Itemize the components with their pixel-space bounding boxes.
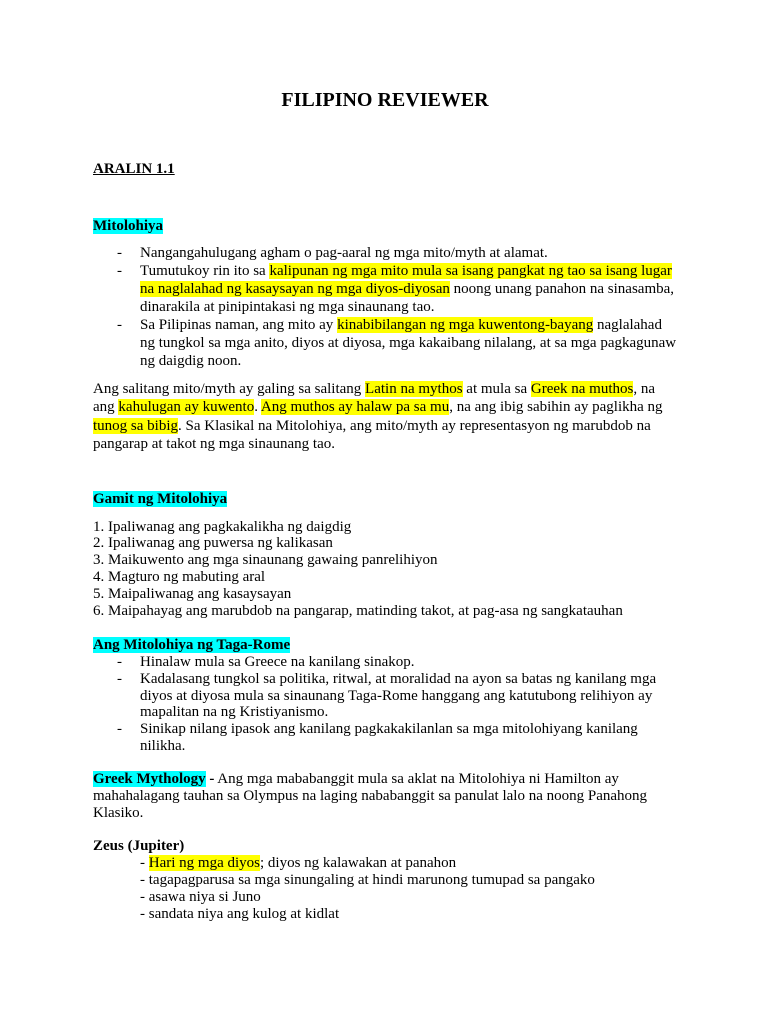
numbered-item: 4. Magturo ng mabuting aral	[93, 569, 266, 586]
numbered-item: 6. Maipahayag ang marubdob na pangarap, matinding takot, at pag-asa ng sangkatauhan	[93, 602, 623, 619]
zeus-item-list	[93, 855, 677, 923]
list-item	[93, 721, 677, 755]
list-item	[93, 316, 677, 370]
text-run: .	[254, 399, 261, 416]
list-item-text	[140, 316, 677, 370]
list-item	[93, 654, 677, 671]
bullet-dash: -	[117, 721, 122, 738]
bullet-dash: -	[117, 653, 122, 670]
section-heading-mitolohiya	[93, 217, 677, 235]
highlighted-text: Hari ng mga diyos	[148, 854, 260, 871]
highlighted-text: Greek Mythology	[93, 770, 206, 787]
text-run: Nangangahulugang agham o pag-aaral ng mga mito/myth at alamat.	[140, 245, 548, 261]
zeus-item	[140, 872, 677, 889]
text-run: , na ang ibig sabihin ay paglikha ng	[449, 399, 663, 416]
numbered-item: 1. Ipaliwanag ang pagkakalikha ng daigdig	[93, 518, 352, 535]
highlighted-text: Latin na mythos	[365, 381, 463, 397]
text-run: ; diyos ng kalawakan at panahon	[259, 854, 457, 871]
list-item-text: Hinalaw mula sa Greece na kanilang sinakop.	[140, 653, 415, 670]
zeus-item	[140, 906, 677, 923]
text-run: Tumutukoy rin ito sa	[140, 263, 270, 279]
text-run: . Sa Klasikal na Mitolohiya, ang mito/myth ay representasyon ng marubdob na pangarap at takot ng mga sinaunang tao.	[93, 417, 651, 452]
text-run: -	[140, 854, 149, 871]
text-run: - tagapagparusa sa mga sinungaling at hindi marunong tumupad sa pangako	[140, 871, 595, 888]
text-run: at mula sa	[462, 381, 531, 397]
bullet-dash: -	[117, 670, 122, 687]
zeus-item	[140, 889, 677, 906]
text-run: , na ang	[93, 381, 656, 416]
list-item-text: Sinikap nilang ipasok ang kanilang pagkakakilanlan sa mga mitolohiyang kanilang nilikha.	[140, 721, 638, 754]
section-heading-text: Mitolohiya	[93, 218, 163, 234]
text-run: Ang mga mababanggit mula sa aklat na Mitolohiya ni Hamilton ay mahahalagang tauhan sa Olympus na laging nababanggit sa panulat lalo na noong Panahong Klasiko.	[93, 770, 648, 821]
highlighted-text: Ang muthos ay halaw pa sa mu	[260, 399, 450, 416]
mito-origin-paragraph	[93, 380, 677, 453]
section-heading-taga-rome	[93, 636, 677, 654]
mitolohiya-bullet-list	[93, 244, 677, 370]
greek-mythology-paragraph	[93, 771, 677, 822]
section-heading-text: Ang Mitolohiya ng Taga-Rome	[93, 636, 291, 653]
list-item-text: Kadalasang tungkol sa politika, ritwal, at moralidad na ayon sa batas ng kanilang mga diyos at diyosa mula sa sinaunang Taga-Rome hanggang ang katutubong relihiyon ay mapalitan na ng Kristiyanismo.	[140, 670, 657, 721]
bullet-dash: -	[117, 245, 122, 261]
document-title: FILIPINO REVIEWER	[281, 89, 489, 111]
bullet-dash: -	[117, 263, 122, 279]
highlighted-text: kinabibilangan ng mga kuwentong-bayang	[337, 317, 594, 333]
highlighted-text: Greek na muthos	[530, 381, 634, 397]
text-run: - asawa niya si Juno	[140, 888, 261, 905]
list-item-text	[140, 262, 677, 316]
gamit-numbered-list	[93, 519, 677, 620]
highlighted-text: tunog sa bibig	[93, 417, 178, 434]
bullet-dash: -	[117, 317, 122, 333]
list-item-text	[140, 244, 677, 262]
taga-rome-bullet-list	[93, 654, 677, 755]
highlighted-text: kahulugan ay kuwento	[118, 399, 255, 416]
list-item	[93, 262, 677, 316]
text-run: naglalahad ng tungkol sa mga anito, diyos at diyosa, mga kakaibang nilalang, at sa mga pagkagunaw ng daigdig noon.	[140, 317, 677, 369]
highlighted-text: kalipunan ng mga mito mula sa isang pangkat ng tao sa isang lugar na naglalahad ng kasaysayan ng mga diyos-diyosan	[140, 263, 672, 297]
zeus-item	[140, 855, 677, 872]
text-run: Sa Pilipinas naman, ang mito ay	[140, 317, 338, 333]
text-run: Ang salitang mito/myth ay galing sa salitang	[93, 381, 366, 397]
text-run: - sandata niya ang kulog at kidlat	[140, 905, 340, 922]
lesson-label: ARALIN 1.1	[93, 161, 175, 177]
section-heading-text: Gamit ng Mitolohiya	[93, 491, 228, 508]
text-run: noong unang panahon na sinasamba, dinarakila at pinipintakasi ng mga sinaunang tao.	[140, 281, 675, 315]
numbered-item: 3. Maikuwento ang mga sinaunang gawaing panrelihiyon	[93, 552, 438, 569]
numbered-item: 5. Maipaliwanag ang kasaysayan	[93, 585, 292, 602]
list-item	[93, 671, 677, 721]
numbered-item: 2. Ipaliwanag ang puwersa ng kalikasan	[93, 535, 333, 552]
section-heading-gamit	[93, 490, 677, 508]
zeus-heading: Zeus (Jupiter)	[93, 837, 185, 854]
text-run: -	[205, 770, 215, 787]
list-item	[93, 244, 677, 262]
